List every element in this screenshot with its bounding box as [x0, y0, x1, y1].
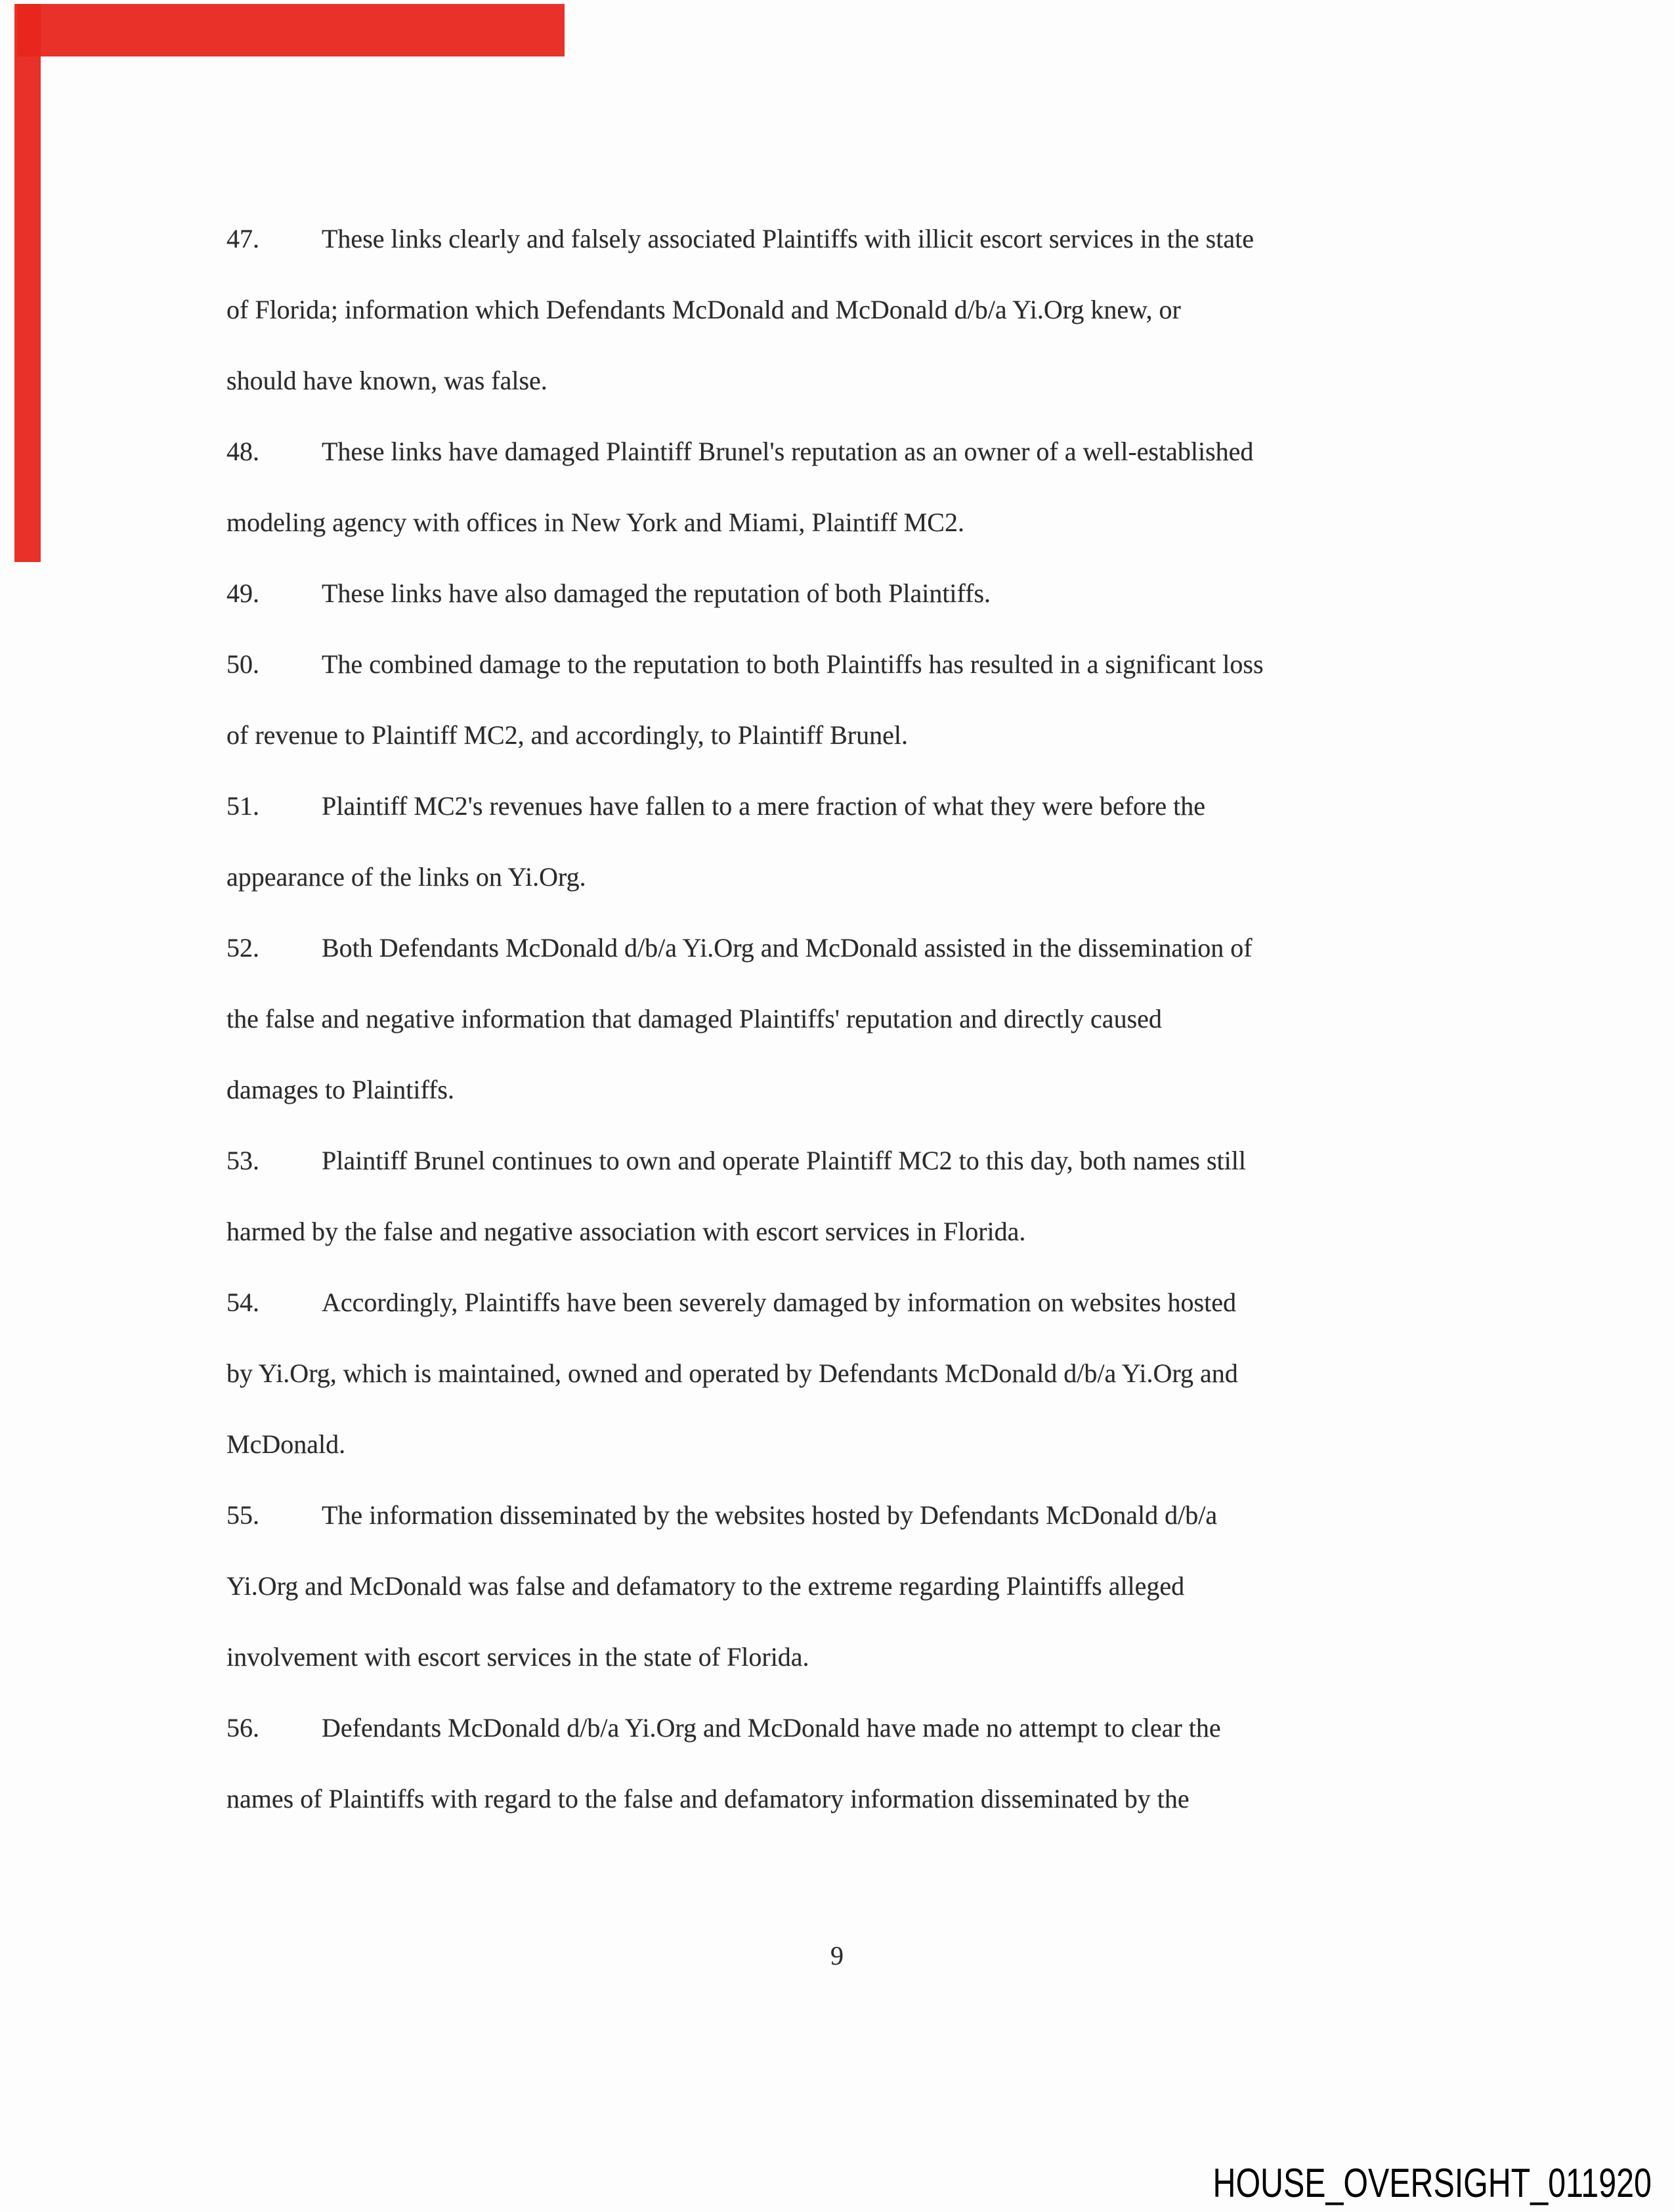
line-text: the false and negative information that damaged Plaintiffs' reputation and directly caused: [226, 1004, 1162, 1033]
line-text: McDonald.: [226, 1429, 346, 1459]
paragraph: [226, 771, 1477, 913]
paragraph: [226, 1125, 1477, 1267]
line-text: The combined damage to the reputation to both Plaintiffs has resulted in a significant loss: [322, 649, 1264, 679]
text-line: [226, 629, 1477, 700]
line-text: should have known, was false.: [226, 366, 547, 395]
paragraph-number: 53.: [226, 1146, 259, 1175]
line-text: involvement with escort services in the state of Florida.: [226, 1642, 809, 1672]
paragraph: [226, 204, 1477, 416]
paragraph-number: 54.: [226, 1288, 259, 1317]
text-line: [226, 1267, 1477, 1338]
text-line: [226, 1196, 1477, 1267]
paragraph: [226, 558, 1477, 629]
line-text: appearance of the links on Yi.Org.: [226, 862, 586, 892]
line-text: of Florida; information which Defendants McDonald and McDonald d/b/a Yi.Org knew, or: [226, 295, 1181, 324]
line-text: These links clearly and falsely associated Plaintiffs with illicit escort services in the state: [322, 224, 1254, 253]
paragraph: [226, 1480, 1477, 1693]
line-text: harmed by the false and negative association with escort services in Florida.: [226, 1217, 1026, 1246]
text-line: [226, 984, 1477, 1054]
line-text: names of Plaintiffs with regard to the false and defamatory information disseminated by the: [226, 1784, 1190, 1813]
line-text: Accordingly, Plaintiffs have been severely damaged by information on websites hosted: [322, 1288, 1236, 1317]
text-line: [226, 1409, 1477, 1480]
paragraph: [226, 629, 1477, 771]
page-number: 9: [830, 1941, 844, 1970]
line-text: These links have also damaged the reputation of both Plaintiffs.: [322, 578, 991, 608]
line-text: by Yi.Org, which is maintained, owned and operated by Defendants McDonald d/b/a Yi.Org and: [226, 1358, 1238, 1388]
text-line: [226, 1338, 1477, 1409]
text-line: [226, 1551, 1477, 1622]
line-text: The information disseminated by the websites hosted by Defendants McDonald d/b/a: [322, 1500, 1218, 1530]
paragraph-number: 51.: [226, 791, 259, 821]
text-line: [226, 1622, 1477, 1693]
line-text: Plaintiff MC2's revenues have fallen to a mere fraction of what they were before the: [322, 791, 1205, 821]
paragraph-number: 56.: [226, 1713, 259, 1743]
paragraph-number: 55.: [226, 1500, 259, 1530]
paragraph-number: 52.: [226, 933, 259, 963]
text-line: [226, 1693, 1477, 1764]
text-line: [226, 345, 1477, 416]
text-line: [226, 487, 1477, 558]
bates-stamp: HOUSE_OVERSIGHT_011920: [1213, 2161, 1652, 2206]
text-line: [226, 771, 1477, 842]
line-text: Defendants McDonald d/b/a Yi.Org and McDonald have made no attempt to clear the: [322, 1713, 1221, 1743]
line-text: of revenue to Plaintiff MC2, and accordingly, to Plaintiff Brunel.: [226, 720, 908, 750]
paragraph: [226, 1693, 1477, 1834]
text-line: [226, 842, 1477, 913]
line-text: modeling agency with offices in New York and Miami, Plaintiff MC2.: [226, 508, 964, 537]
line-text: Yi.Org and McDonald was false and defamatory to the extreme regarding Plaintiffs alleged: [226, 1571, 1185, 1601]
paragraph-number: 48.: [226, 437, 259, 466]
text-line: [226, 204, 1477, 274]
paragraph: [226, 1267, 1477, 1480]
line-text: Both Defendants McDonald d/b/a Yi.Org and McDonald assisted in the dissemination of: [322, 933, 1253, 963]
paragraph-number: 50.: [226, 649, 259, 679]
text-line: [226, 913, 1477, 984]
scan-edge-mark-left: [14, 4, 41, 562]
text-line: [226, 274, 1477, 345]
text-line: [226, 1480, 1477, 1551]
paragraph: [226, 416, 1477, 558]
paragraph: [226, 913, 1477, 1125]
scan-edge-mark-top: [17, 4, 565, 56]
text-line: [226, 1054, 1477, 1125]
line-text: These links have damaged Plaintiff Brunel's reputation as an owner of a well-established: [322, 437, 1254, 466]
text-line: [226, 416, 1477, 487]
paragraph-number: 47.: [226, 224, 259, 253]
body-text: [226, 204, 1477, 1834]
text-line: [226, 700, 1477, 771]
paragraph-number: 49.: [226, 578, 259, 608]
text-line: [226, 558, 1477, 629]
text-line: [226, 1125, 1477, 1196]
text-line: [226, 1764, 1477, 1834]
line-text: Plaintiff Brunel continues to own and operate Plaintiff MC2 to this day, both names still: [322, 1146, 1246, 1175]
line-text: damages to Plaintiffs.: [226, 1075, 454, 1104]
